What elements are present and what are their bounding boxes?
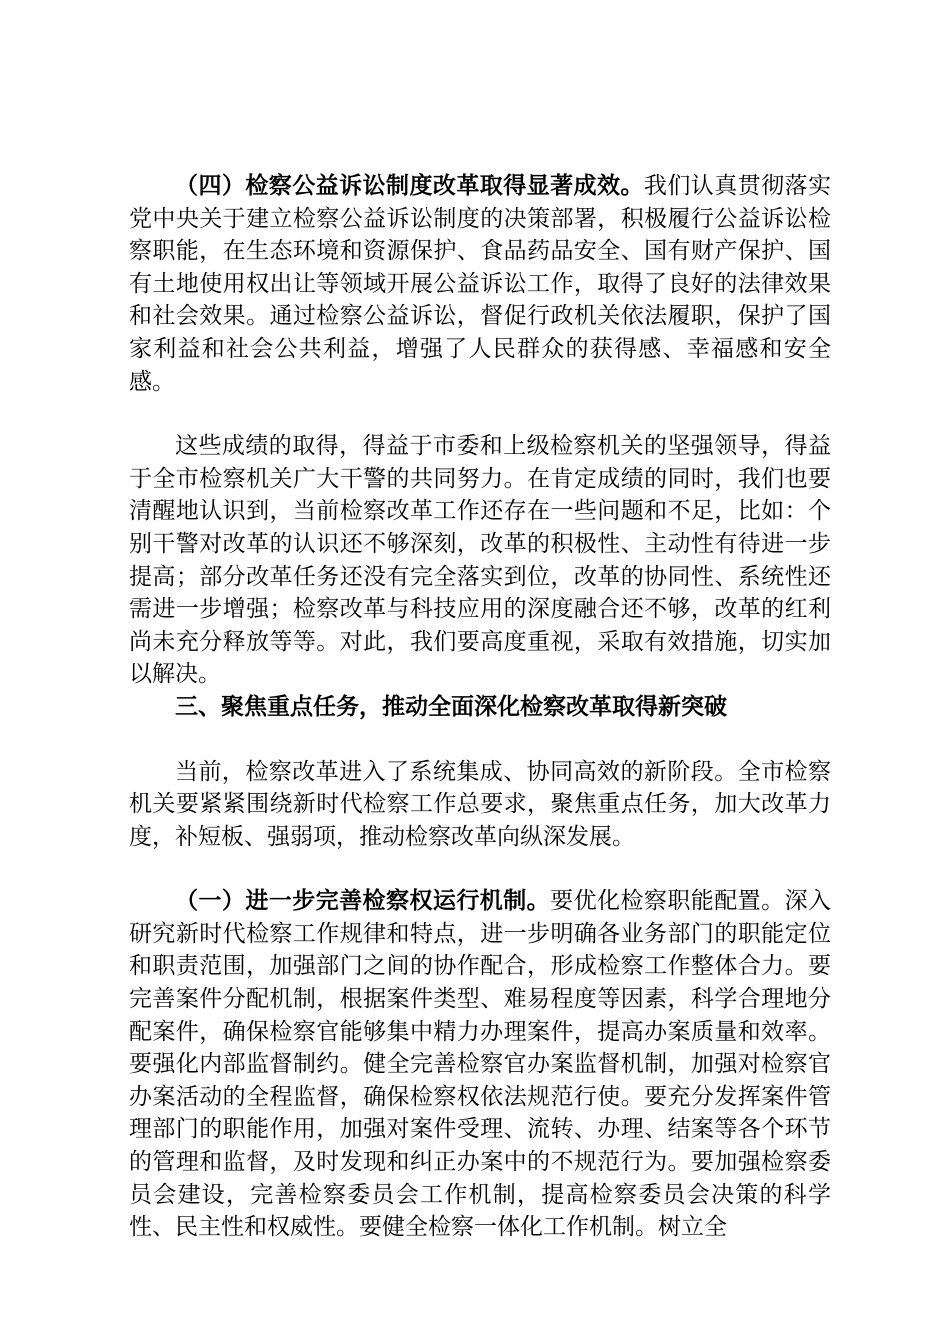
paragraph-public-interest-litigation bbox=[129, 170, 831, 398]
paragraph-body: 当前，检察改革进入了系统集成、协同高效的新阶段。全市检察机关要紧紧围绕新时代检察工作总要求，聚焦重点任务，加大改革力度，补短板、强弱项，推动检察改革向纵深发展。 bbox=[129, 758, 831, 850]
section-heading: 三、聚焦重点任务，推动全面深化检察改革取得新突破 bbox=[175, 693, 727, 720]
paragraph-current-stage bbox=[129, 756, 831, 854]
paragraph-body: 这些成绩的取得，得益于市委和上级检察机关的坚强领导，得益于全市检察机关广大干警的共同努力。在肯定成绩的同时，我们也要清醒地认识到，当前检察改革工作还存在一些问题和不足，比如：个别干警对改革的认识还不够深刻，改革的积极性、主动性有待进一步提高；部分改革任务还没有完全落实到位，改革的协同性、系统性还需进一步增强；检察改革与科技应用的深度融合还不够，改革的红利尚未充分释放等等。对此，我们要高度重视，采取有效措施，切实加以解决。 bbox=[129, 433, 831, 688]
paragraph-body: 我们认真贯彻落实党中央关于建立检察公益诉讼制度的决策部署，积极履行公益诉讼检察职能，在生态环境和资源保护、食品药品安全、国有财产保护、国有土地使用权出让等领域开展公益诉讼工作，取得了良好的法律效果和社会效果。通过检察公益诉讼，督促行政机关依法履职，保护了国家利益和社会公共利益，增强了人民群众的获得感、幸福感和安全感。 bbox=[129, 173, 832, 395]
document-page bbox=[129, 170, 831, 1244]
paragraph-body: 要优化检察职能配置。深入研究新时代检察工作规律和特点，进一步明确各业务部门的职能定位和职责范围，加强部门之间的协作配合，形成检察工作整体合力。要完善案件分配机制，根据案件类型、难易程度等因素，科学合理地分配案件，确保检察官能够集中精力办理案件，提高办案质量和效率。要强化内部监督制约。健全完善检察官办案监督机制，加强对检察官办案活动的全程监督，确保检察权依法规范行使。要充分发挥案件管理部门的职能作用，加强对案件受理、流转、办理、结案等各个环节的管理和监督，及时发现和纠正办案中的不规范行为。要加强检察委员会建设，完善检察委员会工作机制，提高检察委员会决策的科学性、民主性和权威性。要健全检察一体化工作机制。树立全 bbox=[129, 888, 832, 1241]
paragraph-achievements-and-shortcomings bbox=[129, 430, 831, 691]
paragraph-lead: （四）检察公益诉讼制度改革取得显著成效。 bbox=[175, 173, 644, 199]
paragraph-lead: （一）进一步完善检察权运行机制。 bbox=[175, 888, 551, 915]
paragraph-power-operation-mechanism bbox=[129, 885, 831, 1244]
